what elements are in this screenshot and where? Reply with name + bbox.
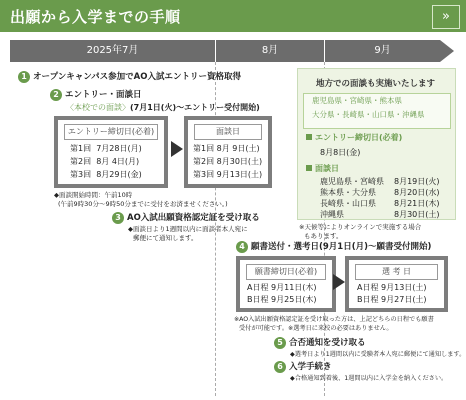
interview-date-row: 第3回 9月13日(土): [193, 170, 263, 179]
step-2-subtitle: [66, 102, 260, 113]
step-4-note: 受付が可能です。※選考日に来校の必要はありません。: [239, 325, 393, 332]
step-label: 入学手続き: [289, 362, 332, 372]
regional-interview-row: 沖縄県: [320, 210, 344, 219]
campus-interview-label: 〈本校での面談〉: [66, 103, 130, 112]
interview-date-row: 第1回 8月 9日(土): [193, 144, 260, 153]
step-label: 願書送付・選考日(9月1日(月)〜願書受付開始): [251, 242, 432, 252]
step-label: オープンキャンパス参加でAO入試エントリー資格取得: [33, 72, 241, 82]
step-number: 3: [112, 212, 124, 224]
step-number: 1: [18, 71, 30, 83]
interview-date-row: 第2回 8月30日(土): [193, 157, 263, 166]
regional-interview-row: 熊本県・大分県: [320, 188, 376, 197]
entry-start-label: (7月1日(火)〜エントリー受付開始): [130, 103, 260, 112]
chevron-right-icon[interactable]: »: [432, 5, 460, 29]
step-5-note: ◆選考日より1週間以内に受験者本人宛に郵便にて通知します。: [290, 351, 466, 358]
regional-interview-date: 8月21日(木): [394, 199, 440, 208]
regional-interview-date: 8月19日(火): [394, 177, 440, 186]
step-3-note: 郵便にて通知します。: [133, 234, 198, 242]
application-deadline-row: A日程 9月11日(木): [247, 283, 317, 292]
square-bullet-icon: [306, 134, 312, 140]
step-6: [274, 360, 332, 373]
entry-deadline-heading: エントリー締切日(必着): [64, 124, 158, 140]
step-1: [18, 70, 241, 83]
application-deadline-heading: 願書締切日(必着): [246, 264, 326, 280]
timeline-month-august: 8月: [216, 40, 324, 62]
regional-interview-heading: 面談日: [306, 163, 339, 174]
step-3: [112, 211, 260, 224]
step-2: [50, 88, 142, 101]
prefectures-line: 大分県・長崎県・山口県・沖縄県: [312, 110, 425, 119]
weather-note: もあります。: [304, 232, 343, 240]
step-label: 合否通知を受け取る: [289, 338, 366, 348]
arrow-right-icon: [333, 274, 345, 290]
regional-prefectures: [303, 93, 451, 129]
exam-date-row: A日程 9月13日(土): [357, 283, 427, 292]
exam-date-row: B日程 9月27日(土): [357, 295, 427, 304]
step-6-note: ◆合格通知到着後、1週間以内に入学金を納入ください。: [290, 375, 448, 382]
regional-title: 地方での面談も実施いたします: [316, 79, 436, 89]
step-number: 2: [50, 89, 62, 101]
regional-interview-row: 鹿児島県・宮崎県: [320, 177, 384, 186]
weather-note: ※天候等によりオンラインで実施する場合: [299, 223, 422, 231]
timeline-month-september: 9月: [325, 40, 440, 62]
timeline-arrow-icon: [440, 40, 454, 62]
step-number: 4: [236, 241, 248, 253]
step-number: 6: [274, 361, 286, 373]
application-deadline-box: [236, 256, 336, 312]
entry-deadline-row: 第3回 8月29日(金): [70, 170, 142, 179]
regional-entry-date: 8月8日(金): [320, 148, 361, 157]
square-bullet-icon: [306, 165, 312, 171]
regional-entry-heading: エントリー締切日(必着): [306, 132, 402, 143]
arrow-right-icon: [171, 141, 183, 157]
step-5: [274, 336, 366, 349]
entry-deadline-box: [54, 116, 168, 188]
page-header: [0, 0, 466, 32]
entry-deadline-row: 第1回 7月28日(月): [70, 144, 142, 153]
timeline-month-july: 2025年7月: [10, 40, 215, 62]
regional-interview-panel: [297, 68, 456, 220]
step-4-note: ※AO入試出願資格認定証を受け取った方は、上記どちらの日程でも願書: [234, 316, 434, 323]
prefectures-line: 鹿児島県・宮崎県・熊本県: [312, 96, 402, 105]
exam-date-heading: 選 考 日: [355, 264, 438, 280]
interview-time-note: ◆面談開始時間：午前10時: [54, 191, 133, 199]
page-title: 出願から入学までの手順: [10, 8, 181, 26]
interview-date-box: [184, 116, 272, 188]
step-number: 5: [274, 337, 286, 349]
regional-interview-date: 8月20日(水): [394, 188, 440, 197]
step-3-note: ◆面談日より1週間以内に面談者本人宛に: [128, 225, 248, 233]
interview-date-heading: 面談日: [194, 124, 262, 140]
step-label: エントリー・面談日: [65, 90, 142, 100]
entry-deadline-row: 第2回 8月 4日(月): [70, 157, 140, 166]
regional-interview-date: 8月30日(土): [394, 210, 440, 219]
exam-date-box: [345, 256, 448, 312]
step-label: AO入試出願資格認定証を受け取る: [127, 213, 260, 223]
regional-interview-row: 長崎県・山口県: [320, 199, 376, 208]
interview-reception-note: (午前9時30分〜9時50分までに受付をお済ませください。): [58, 200, 228, 208]
application-deadline-row: B日程 9月25日(木): [247, 295, 317, 304]
step-4: [236, 240, 431, 253]
